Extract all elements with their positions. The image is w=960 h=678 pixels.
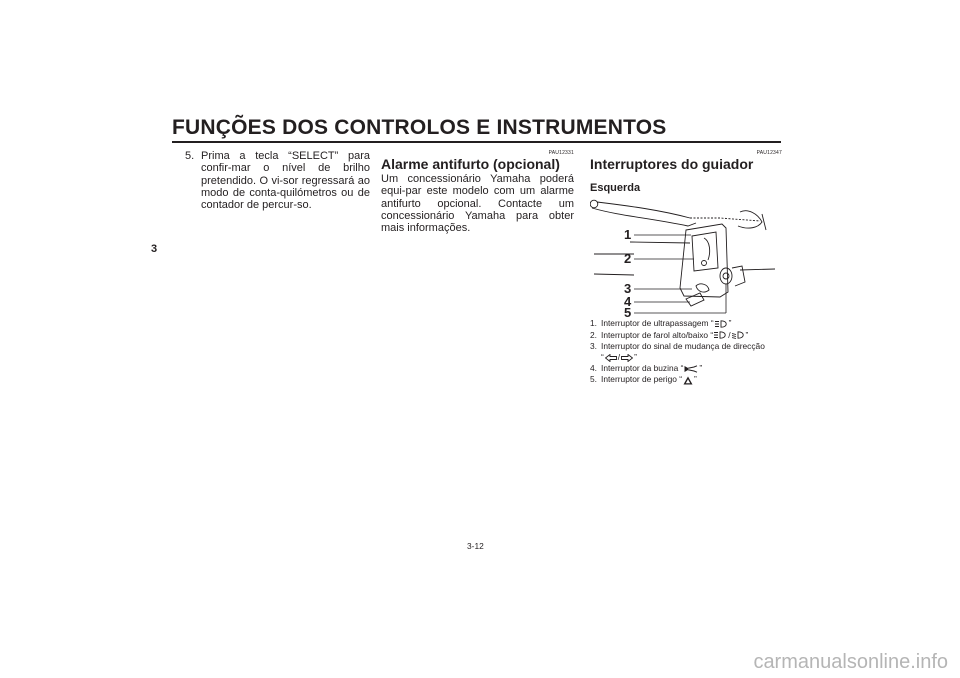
- legend-quote: ”: [699, 363, 703, 374]
- callout-3: 3: [624, 281, 632, 297]
- legend-item: [590, 363, 782, 374]
- legend-text: [601, 363, 782, 374]
- section-code: PAU12347: [756, 150, 782, 156]
- chapter-tab: 3: [151, 243, 158, 255]
- page-title: FUNÇÕES DOS CONTROLOS E INSTRUMENTOS: [172, 116, 667, 139]
- legend-label: Interruptor de farol alto/baixo “: [601, 329, 714, 340]
- legend-quote: ”: [634, 351, 637, 362]
- horn-icon: [684, 365, 698, 373]
- turn-right-icon: [621, 354, 633, 362]
- callout-1: 1: [624, 227, 632, 243]
- watermark: carmanualsonline.info: [753, 651, 948, 673]
- subhead-left: Esquerda: [590, 182, 641, 194]
- header-rule: [172, 141, 781, 143]
- handlebar-illustration: [590, 196, 782, 321]
- section-body-alarm: Um concessionário Yamaha poderá equi-par este modelo com um alarme antifurto opcional. Contacte um concessionário Yamaha para obter mais informações.: [381, 173, 574, 235]
- legend-number: 1.: [590, 318, 597, 329]
- section-title-switches: Interruptores do guiador: [590, 156, 754, 172]
- column-left: [185, 150, 370, 211]
- legend-number: 4.: [590, 363, 597, 374]
- legend-number: 3.: [590, 340, 597, 351]
- callout-2: 2: [624, 251, 632, 267]
- legend-quote: ”: [694, 374, 697, 385]
- legend-separator: /: [617, 351, 621, 362]
- section-title-alarm: Alarme antifurto (opcional): [381, 156, 560, 172]
- page-number: 3-12: [467, 541, 484, 551]
- legend-quote: “: [601, 351, 604, 362]
- step-item: [185, 150, 370, 211]
- step-text: Prima a tecla “SELECT” para confir-mar o nível de brilho pretendido. O vi-sor regressará ao modo de conta-quilómetros ou de contador de percur-so.: [201, 150, 370, 212]
- legend-text: [601, 374, 782, 385]
- step-number: 5.: [185, 150, 195, 162]
- legend-quote: ”: [745, 329, 749, 340]
- column-right: [590, 150, 782, 386]
- high-beam-icon: [714, 331, 727, 339]
- legend-item: [590, 341, 782, 363]
- legend-label: Interruptor de ultrapassagem “: [601, 318, 714, 329]
- handlebar-drawing: [590, 196, 782, 314]
- legend-text: [601, 341, 782, 363]
- legend-quote: ”: [728, 318, 732, 329]
- callout-5: 5: [624, 305, 632, 321]
- legend-separator: /: [728, 329, 731, 340]
- legend-number: 2.: [590, 329, 597, 340]
- legend-label: Interruptor da buzina “: [601, 363, 684, 374]
- turn-left-icon: [605, 354, 617, 362]
- legend-list: [590, 318, 782, 385]
- legend-item: [590, 318, 782, 329]
- legend-text: [601, 330, 782, 341]
- high-beam-icon: [715, 320, 728, 328]
- legend-item: [590, 330, 782, 341]
- hazard-icon: [683, 376, 693, 385]
- section-code: PAU12331: [548, 150, 574, 156]
- legend-number: 5.: [590, 374, 597, 385]
- low-beam-icon: [732, 331, 745, 339]
- column-middle: [381, 150, 574, 234]
- callout-4: 4: [624, 294, 632, 310]
- legend-label: Interruptor de perigo “: [601, 374, 683, 385]
- legend-label: Interruptor do sinal de mudança de direcção: [601, 340, 765, 351]
- legend-item: [590, 374, 782, 385]
